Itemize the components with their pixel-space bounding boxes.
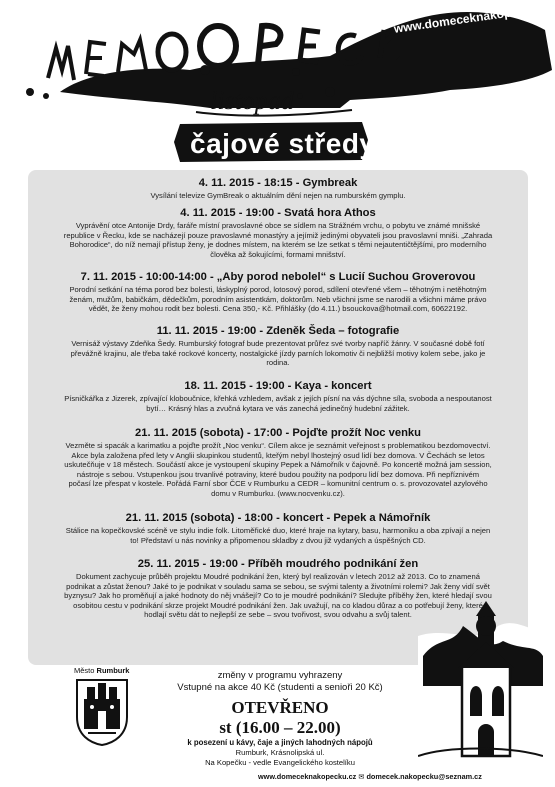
event-description-line: Dokument zachycuje průběh projektu Moudré podnikání žen, který byl realizován v letech 2012 až 2013. Co to znamená (76, 572, 480, 581)
footer-website-link[interactable]: www.domeceknakopecku.cz (258, 772, 357, 781)
event-description-line: to! Představí u nás novinky a připomenou skladby z dvou již vydaných a úspěšných CD. (130, 535, 426, 545)
event-description (36, 285, 520, 314)
event-heading: 25. 11. 2015 - 19:00 - Příběh moudrého podnikání žen (137, 558, 419, 570)
address-line-1: Rumburk, Krásnolipská ul. (235, 748, 325, 757)
event-description-line: Vezměte si spacák a karimatku a pojďte prožít „Noc venku“. Cílem akce je seznámit veřejnost s problematikou bezdomovectví. (65, 441, 491, 450)
event-description-line: Bohorodice“, do níž nemají přístup ženy, je dodnes místem, na kterém se lze setkat s těmi nejautentičtějšími, pro moderního (69, 240, 487, 249)
event-description-line: hodlají světu dát to nejlepší ze sebe – svou tvořivost, svou odvahu a svůj talent. (144, 610, 412, 619)
event-heading: 4. 11. 2015 - 18:15 - Gymbreak (198, 177, 358, 189)
event-description-line: Akce byla založena před lety v Anglii skupinkou studentů, kteřým nebyl lhostejný osud lidí bez domova. V Čechách se letos (71, 450, 485, 460)
crest-town-name: Rumburk (96, 666, 130, 675)
event-heading: 18. 11. 2015 - 19:00 - Kaya - koncert (184, 380, 372, 392)
program-note: změny v programu vyhrazeny (217, 670, 343, 681)
footer-info (130, 670, 430, 768)
opening-label: OTEVŘENO (231, 698, 329, 717)
event-description (36, 394, 520, 413)
event-description-line: rodina. (266, 358, 290, 367)
admission-price: Vstupné na akce 40 Kč (studenti a senioři 20 Kč) (177, 682, 383, 693)
page-title: čajové středy (190, 128, 376, 159)
opening-subtitle: k posezení u kávy, čaje a jiných lahodných nápojů (187, 738, 373, 747)
event-description-line: vědět, že ženy mohou rodit bez bolesti. Cena 350,- Kč. Přihlášky (do 4.11.) bsouckova@hotmail.com, 60622192. (88, 304, 468, 313)
event-description (36, 526, 520, 545)
footer-email-link[interactable]: domecek.nakopecku@seznam.cz (366, 772, 482, 781)
event-description-line: bytí… Krásný hlas a zvučná kytara ve vás zanechá jedinečný hudební zážitek. (146, 403, 410, 413)
event-heading: 21. 11. 2015 (sobota) - 18:00 - koncert - Pepek a Námořník (125, 512, 431, 524)
opening-hours: st (16.00 – 22.00) (219, 718, 341, 737)
event-heading: 7. 11. 2015 - 10:00-14:00 - „Aby porod nebolel“ s Lucií Suchou Groverovou (80, 271, 476, 283)
event-description-line: ženám, mužům, babičkám, dědečkům, porodním asistentkám, doktorům. Neb všichni jsme se narodili a všichni máme právo (69, 294, 487, 304)
address-line-2: Na Kopečku - vedle Evangelického kostelíku (205, 758, 355, 767)
town-crest-icon (74, 677, 130, 747)
event-description-line: Porodní setkání na téma porod bez bolesti, láskyplný porod, lotosový porod, sdílení otevřené všem – těhotným i netěhotným (69, 285, 487, 294)
event-heading: 21. 11. 2015 (sobota) - 17:00 - Pojďte prožít Noc venku (135, 427, 421, 439)
event-description-line: Stálice na kopečkovské scéně ve stylu indie folk. Litoměřické duo, které hraje na kytary, basu, harmoniku a oba zpívají a nejen (65, 526, 491, 535)
event-description-line: nástroje s sebou. Vstupenkou jsou trvanlivé potraviny, které budou použity na podporu lidí bez domova. Při nepříznivém (76, 469, 480, 479)
event-description-line: byznysu? Jak ho proměňují a jaké hodnoty do něj vnášejí? Co to je moudré podnikání? Sledujte příběhy žen, které hledají svou (64, 591, 492, 600)
event-item (36, 207, 520, 259)
event-description-line: Vernisáž výstavy Zdeňka Šedy. Rumburský fotograf bude prezentovat průřez své tvorby napříč žánry. V současné době fotí (71, 339, 485, 348)
event-item (36, 177, 520, 201)
event-description-line: člověka až šokujícími, formami mnišství. (210, 249, 346, 259)
event-heading: 11. 11. 2015 - 19:00 - Zdeněk Šeda – fotografie (156, 325, 400, 337)
event-description (36, 221, 520, 259)
event-item (36, 271, 520, 314)
event-description-line: Vysílání televize GymBreak o aktuálním dění nejen na rumburském gymplu. (150, 191, 406, 200)
envelope-icon: ✉ (358, 772, 365, 781)
footer-contacts (258, 772, 482, 781)
church-illustration (418, 596, 543, 771)
event-description-line: republice v Řecku, kde se nacházejí pouze pravoslavné monastýry a jejímiž jedinými obyvateli jsou pravoslavní mniši. „Zahrada (63, 230, 493, 240)
event-description (36, 441, 520, 498)
event-description (36, 191, 520, 201)
event-description-line: podnikat a zůstat ženou? Jaké to je podnikat v souladu sama se sebou, se svými talenty a životními rolemi? Jak ženy vidí svět (66, 581, 490, 591)
crest-label (74, 666, 129, 675)
month-label: listopad (210, 86, 294, 115)
event-description-line: Písničkářka z Jizerek, zpívající kloboučnice, křehká vzhledem, avšak z jejích písní na vás dýchne síla, svoboda a nespoutanost (64, 394, 492, 403)
crest-prefix: Město (74, 666, 95, 675)
event-description-line: domu v Rumburku. (www.nocvenku.cz). (211, 488, 345, 498)
event-heading: 4. 11. 2015 - 19:00 - Svatá hora Athos (180, 207, 376, 219)
event-item (36, 325, 520, 368)
event-item (36, 512, 520, 545)
event-description-line: převážně krajinu, ale třeba také rockové koncerty, nostalgické jízdy parních lokomotiv či nejbližší motivy kolem sebe, jako je (70, 348, 486, 358)
header-website[interactable]: www.domeceknakopecku.cz (393, 0, 555, 36)
event-description-line: osobitou cestu v podnikání skrze projekt Moudré podnikání žen. Jak uvažují, na co kladou důraz a co potřebují ženy, které (73, 600, 483, 610)
event-description-line: počasí lze přespat v kostele. Pořádá Farní sbor ČCE v Rumburku a CEDR – komunitní centrum o. s. provozovatel azylového (68, 479, 488, 488)
event-description-line: uskutečňuje v 18 městech. Součástí akce je vystoupení skupiny Pepek a Námořník v čajovně. Po koncertě možná jam session, (64, 460, 492, 469)
event-description (36, 339, 520, 368)
event-item (36, 380, 520, 413)
event-item (36, 427, 520, 498)
event-description-line: Vyprávění otce Antonije Drdy, faráře místní pravoslavné obce se sídlem na Strážném vrchu, o pobytu ve známé mnišské (75, 221, 481, 230)
